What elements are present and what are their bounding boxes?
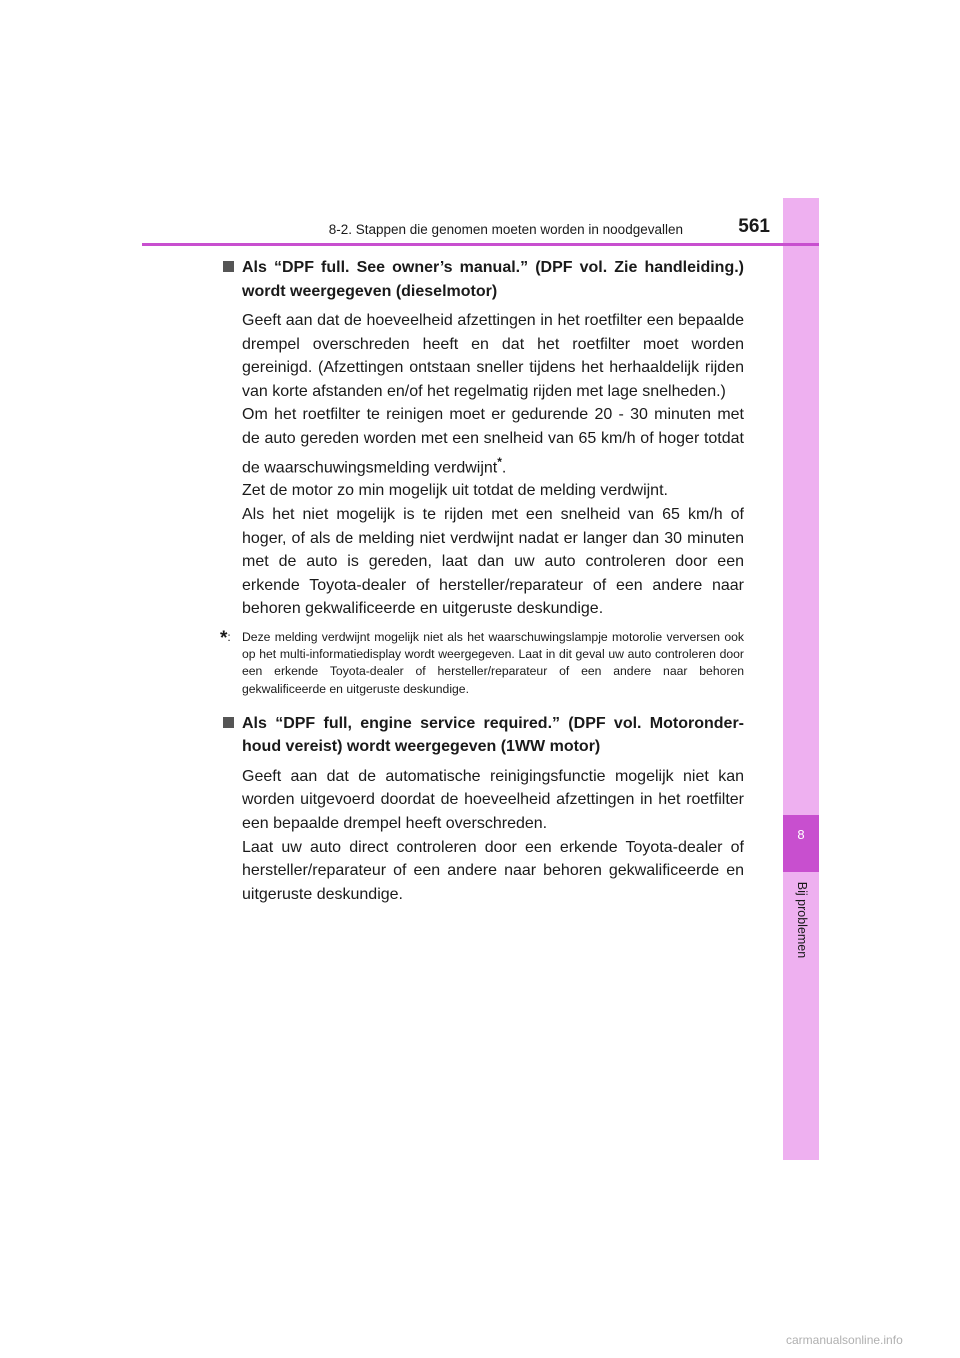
footnote-mark <box>220 628 231 650</box>
main-content <box>220 256 744 906</box>
chapter-number: 8 <box>797 827 805 842</box>
running-header: 8-2. Stappen die genomen moeten worden in noodgevallen <box>328 222 683 237</box>
section-heading-dpf-full <box>220 256 744 303</box>
footnote-asterisk: * <box>220 628 228 650</box>
square-bullet-icon <box>223 261 234 272</box>
chapter-side-band <box>783 198 819 1160</box>
section-heading-text: Als “DPF full. See owner’s manual.” (DPF vol. Zie handleiding.) wordt weergegeven (dieselmotor) <box>242 259 744 300</box>
header-rule <box>142 243 819 246</box>
footnote <box>220 629 744 698</box>
footnote-colon: : <box>227 630 231 645</box>
paragraph: Laat uw auto direct controleren door een erkende Toyota-dealer of hersteller/reparateur of een andere naar behoren gekwalificeerde en uitgeruste deskundige. <box>242 838 744 903</box>
chapter-tab <box>783 815 819 872</box>
chapter-label: Bij problemen <box>795 881 809 959</box>
paragraph <box>242 403 744 479</box>
page-number: 561 <box>738 216 770 237</box>
paragraph: Zet de motor zo min mogelijk uit totdat de melding verdwijnt. <box>242 482 668 500</box>
footnote-reference: * <box>497 454 502 469</box>
paragraph: Als het niet mogelijk is te rijden met een snelheid van 65 km/h of hoger, of als de melding niet verdwijnt nadat er langer dan 30 minuten met de auto is gereden, laat dan uw auto controleren door een erkende Toyota-dealer of hersteller/reparateur of een andere naar behoren gekwalificeerde en uitgeruste deskundige. <box>242 506 744 618</box>
paragraph-text: Om het roetfilter te reinigen moet er gedurende 20 - 30 minuten met de auto gereden worden met een snelheid van 65 km/h of hoger totdat de waarschuwingsmelding verdwijnt <box>242 406 744 476</box>
square-bullet-icon <box>223 717 234 728</box>
watermark: carmanualsonline.info <box>786 1333 903 1347</box>
section-heading-text: Als “DPF full, engine service required.” (DPF vol. Motoronderhoud vereist) wordt weergegeven (1WW motor) <box>242 714 744 756</box>
paragraph-end: . <box>501 458 507 476</box>
section-heading-dpf-engine-service <box>220 712 744 759</box>
paragraph: Geeft aan dat de hoeveelheid afzettingen in het roetfilter een bepaalde drempel overschreden heeft en dat het roetfilter moet worden gereinigd. (Afzettingen ontstaan sneller tijdens het herhaaldelijk rijden van korte afstanden en/of het regelmatig rijden met lage snelheden.) <box>242 312 744 400</box>
footnote-text: Deze melding verdwijnt mogelijk niet als het waarschuwingslampje motorolie verversen ook op het multi-informatiedisplay wordt weergegeven. Laat in dit geval uw auto controleren door een erkende Toyota-dealer of hersteller/reparateur of een andere naar behoren gekwalificeerde en uitgeruste deskundige. <box>242 630 744 696</box>
paragraph: Geeft aan dat de automatische reinigingsfunctie mogelijk niet kan worden uitgevoerd doordat de hoeveelheid afzettingen in het roetfilter een bepaalde drempel heeft overschreden. <box>242 767 744 833</box>
